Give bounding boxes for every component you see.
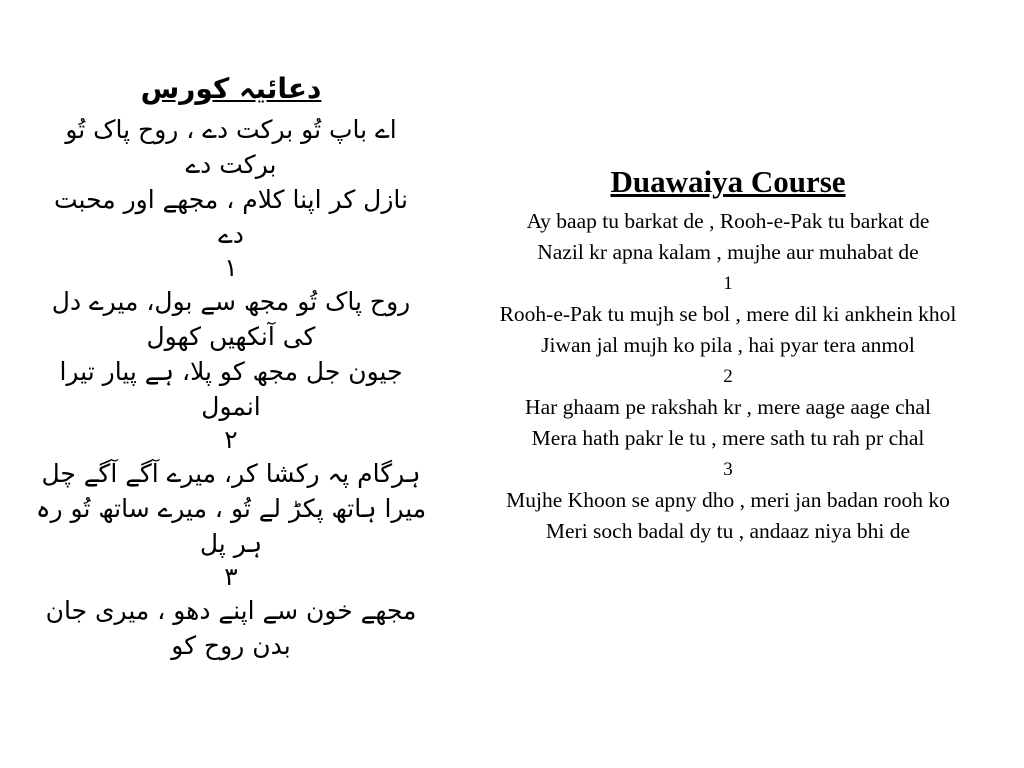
urdu-line-2: برکت دے: [185, 150, 277, 179]
roman-line-2: Nazil kr apna kalam , mujhe aur muhabat de: [537, 240, 919, 264]
urdu-line-7: کی آنکھیں کھول: [146, 322, 316, 351]
urdu-line-8: جیون جل مجھ کو پلا، ہے پیار تیرا: [59, 357, 403, 386]
roman-title: Duawaiya Course: [610, 164, 846, 199]
roman-line-5: Jiwan jal mujh ko pila , hai pyar tera anmol: [541, 333, 915, 357]
roman-line-4: Rooh-e-Pak tu mujh se bol , mere dil ki ankhein khol: [499, 302, 957, 326]
urdu-line-4: دے: [218, 220, 244, 249]
urdu-line-11: ہرگام پہ رکشا کر، میرے آگے آگے چل: [41, 459, 421, 488]
urdu-line-15: مجھے خون سے اپنے دھو ، میری جان: [45, 596, 417, 625]
urdu-title: دعائیہ کورس: [140, 72, 322, 105]
roman-line-10: Mujhe Khoon se apny dho , meri jan badan rooh ko: [506, 488, 950, 512]
urdu-line-3: نازل کر اپنا کلام ، مجھے اور محبت: [54, 185, 408, 214]
urdu-verse-number-3: ٣: [224, 562, 238, 591]
roman-text-column: [432, 158, 1024, 547]
urdu-line-6: روح پاک تُو مجھ سے بول، میرے دل: [51, 287, 411, 316]
urdu-line-12: میرا ہاتھ پکڑ لے تُو ، میرے ساتھ تُو رہ: [35, 494, 427, 523]
roman-verse-number-1: 1: [723, 273, 733, 294]
roman-verse-number-2: 2: [723, 366, 733, 387]
roman-line-11: Meri soch badal dy tu , andaaz niya bhi de: [545, 519, 911, 543]
urdu-line-13: ہر پل: [199, 529, 263, 558]
roman-line-7: Har ghaam pe rakshah kr , mere aage aage chal: [525, 395, 931, 419]
urdu-verse-number-2: ٢: [224, 425, 238, 454]
urdu-line-9: انمول: [201, 392, 261, 421]
urdu-line-16: بدن روح کو: [171, 631, 291, 660]
urdu-text-column: [0, 66, 462, 663]
urdu-line-1: اے باپ تُو برکت دے ، روح پاک تُو: [65, 115, 397, 144]
roman-line-1: Ay baap tu barkat de , Rooh-e-Pak tu barkat de: [526, 209, 930, 233]
roman-line-8: Mera hath pakr le tu , mere sath tu rah pr chal: [531, 426, 925, 450]
urdu-verse-number-1: ١: [224, 253, 238, 282]
roman-verse-number-3: 3: [723, 459, 733, 480]
